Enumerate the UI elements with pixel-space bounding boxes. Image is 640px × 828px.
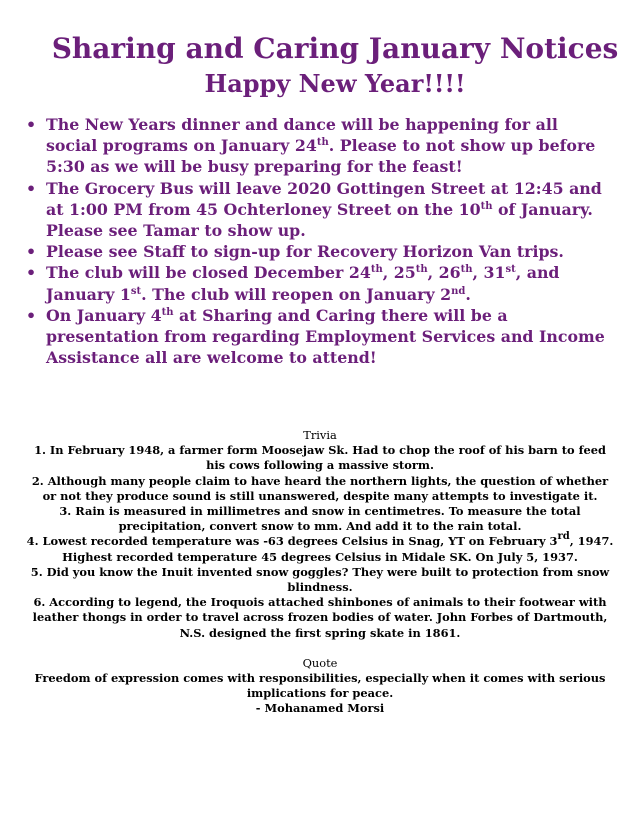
trivia-heading: Trivia	[303, 428, 337, 442]
notice-item: • The Grocery Bus will leave 2020 Gottingen Street at 12:45 and at 1:00 PM from 45 Ochterloney Street on the 10th of January. Please see Tamar to show up.	[26, 178, 602, 241]
notice-item: • The club will be closed December 24th, 25th, 26th, 31st, and January 1st. The club will reopen on January 2nd.	[26, 263, 560, 304]
trivia-item: 3. Rain is measured in millimetres and snow in centimetres. To measure the total precipitation, convert snow to mm. And add it to the rain total.	[59, 504, 581, 534]
quote-author: - Mohanamed Morsi	[255, 701, 385, 716]
trivia-item: 1. In February 1948, a farmer form Moosejaw Sk. Had to chop the roof of his barn to feed his cows following a massive storm.	[34, 443, 606, 473]
notice-item: • On January 4th at Sharing and Caring there will be a presentation from regarding Employment Services and Income Assistance all are welcome to attend!	[26, 305, 605, 368]
notice-item: • Please see Staff to sign-up for Recovery Horizon Van trips.	[26, 242, 564, 262]
trivia-item: 6. According to legend, the Iroquois attached shinbones of animals to their footwear with leather thongs in order to travel across frozen bodies of water. John Forbes of Dartmouth, N.S. designed the first spring skate in 1861.	[32, 595, 608, 640]
trivia-item: Highest recorded temperature 45 degrees Celsius in Midale SK. On July 5, 1937.	[62, 549, 578, 564]
trivia-item: 5. Did you know the Inuit invented snow goggles? They were built to protection from snow blindness.	[30, 564, 610, 595]
notice-list	[24, 114, 614, 368]
bullet-icon: •	[26, 305, 37, 325]
bullet-icon: •	[26, 242, 37, 262]
bullet-icon: •	[26, 178, 37, 198]
quote-text: Freedom of expression comes with responsibilities, especially when it comes with serious implications for peace.	[34, 671, 606, 701]
quote-heading: Quote	[302, 655, 338, 670]
page-subtitle: Happy New Year!!!!	[204, 69, 466, 98]
trivia-item: 2. Although many people claim to have heard the northern lights, the question of whether or not they produce sound is still unanswered, despite many attempts to investigate it.	[31, 473, 609, 503]
notice-item: • The New Years dinner and dance will be happening for all social programs on January 24th. Please to not show up before 5:30 as we will be busy preparing for the feast!	[26, 115, 596, 177]
trivia-item: 4. Lowest recorded temperature was -63 degrees Celsius in Snag, YT on February 3rd, 1947.	[26, 531, 614, 549]
page-title: Sharing and Caring January Notices	[51, 32, 619, 65]
bullet-icon: •	[26, 115, 37, 134]
trivia-section	[0, 428, 640, 717]
bullet-icon: •	[26, 263, 37, 283]
